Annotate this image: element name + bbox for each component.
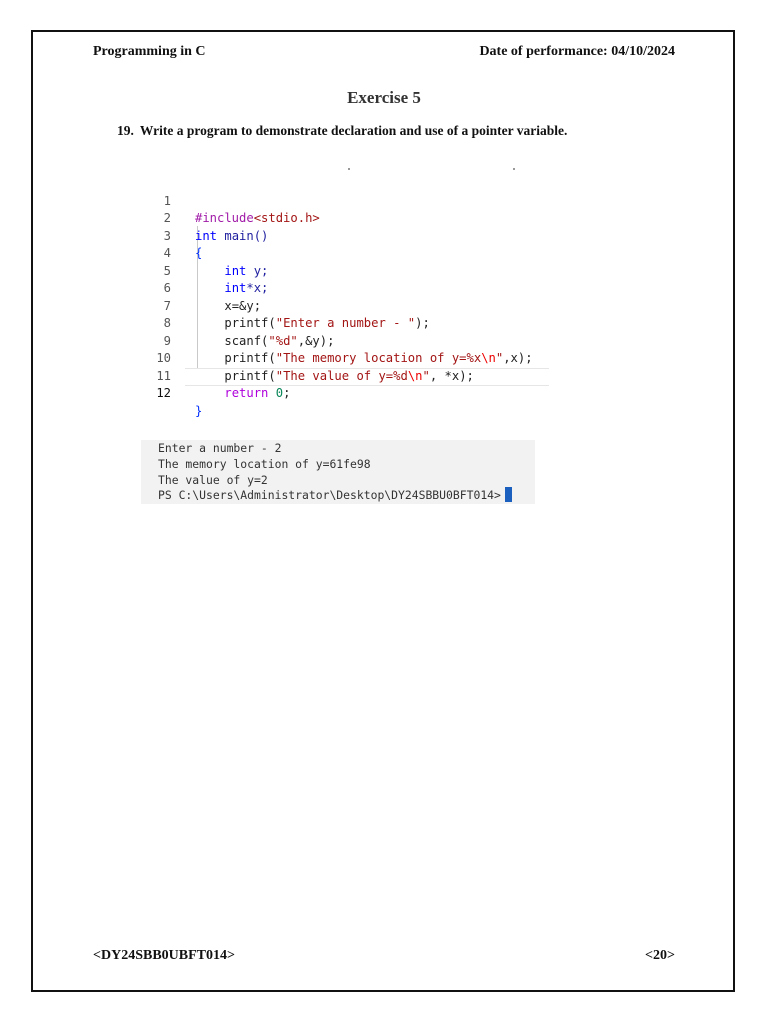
terminal-line: The value of y=2: [158, 473, 268, 487]
artifact-dot: [513, 168, 515, 170]
function-call: printf(: [224, 316, 276, 330]
terminal-line: The memory location of y=61fe98: [158, 457, 371, 471]
line-number: 12: [156, 386, 171, 400]
code-line-4: [145, 228, 550, 278]
function-name: main(): [217, 228, 269, 243]
line-number: 9: [163, 333, 171, 348]
code-line-1: [145, 175, 550, 225]
line-number: 7: [163, 298, 171, 313]
line-number: 8: [163, 316, 171, 330]
code-text: *x;: [246, 281, 269, 295]
string-literal: "The memory location of y=%x: [275, 351, 482, 365]
line-number: 4: [163, 246, 171, 260]
escape-sequence: \n: [481, 351, 496, 365]
code-screenshot: [145, 168, 550, 418]
string-literal: "The value of y=%d: [275, 368, 408, 383]
question: [117, 123, 567, 139]
line-number: 3: [163, 228, 171, 243]
line-number: 5: [163, 263, 171, 278]
exercise-title: Exercise 5: [347, 88, 421, 107]
footer-id: <DY24SBB0UBFT014>: [93, 948, 235, 963]
line-number: 11: [156, 368, 171, 383]
code-text: y;: [246, 263, 269, 278]
include-header: <stdio.h>: [253, 211, 320, 225]
header-subject: Programming in C: [93, 44, 206, 59]
string-literal-end: ": [422, 368, 430, 383]
type-keyword: int: [195, 228, 218, 243]
code-text: ,x);: [503, 351, 533, 365]
number-literal: 0: [275, 386, 284, 400]
preprocessor-token: #include: [195, 211, 254, 225]
code-text: );: [415, 316, 430, 330]
function-call: printf(: [224, 368, 276, 383]
terminal-prompt: PS C:\Users\Administrator\Desktop\DY24SBBU0BFT014>: [158, 488, 501, 502]
function-call: scanf(: [224, 333, 269, 348]
terminal-line: Enter a number - 2: [158, 441, 282, 455]
string-literal: "%d": [268, 333, 298, 348]
open-brace: {: [195, 246, 203, 260]
question-number: 19.: [117, 123, 134, 138]
terminal-cursor: [505, 487, 512, 502]
code-line-5: [145, 245, 550, 295]
close-brace: }: [195, 403, 203, 418]
line-number: 1: [163, 193, 171, 208]
string-literal-end: ": [495, 351, 504, 365]
question-text: Write a program to demonstrate declaration and use of a pointer variable.: [139, 123, 568, 138]
return-keyword: return: [224, 386, 269, 400]
line-number: 6: [163, 281, 171, 295]
code-text: , *x);: [429, 368, 474, 383]
terminal-prompt-line: [158, 487, 512, 503]
type-keyword: int: [224, 281, 247, 295]
type-keyword: int: [224, 263, 247, 278]
footer-page-number: <20>: [645, 948, 675, 963]
terminal-output-screenshot: [141, 440, 535, 504]
escape-sequence: \n: [407, 368, 423, 383]
code-text: ,&y);: [297, 333, 335, 348]
code-text: x=&y;: [224, 298, 262, 313]
code-text: ;: [283, 386, 291, 400]
line-number: 2: [163, 211, 171, 225]
line-number: 10: [156, 351, 171, 365]
header-date: Date of performance: 04/10/2024: [479, 44, 675, 59]
function-call: printf(: [224, 351, 276, 365]
string-literal: "Enter a number - ": [275, 316, 416, 330]
artifact-dot: [348, 168, 350, 170]
